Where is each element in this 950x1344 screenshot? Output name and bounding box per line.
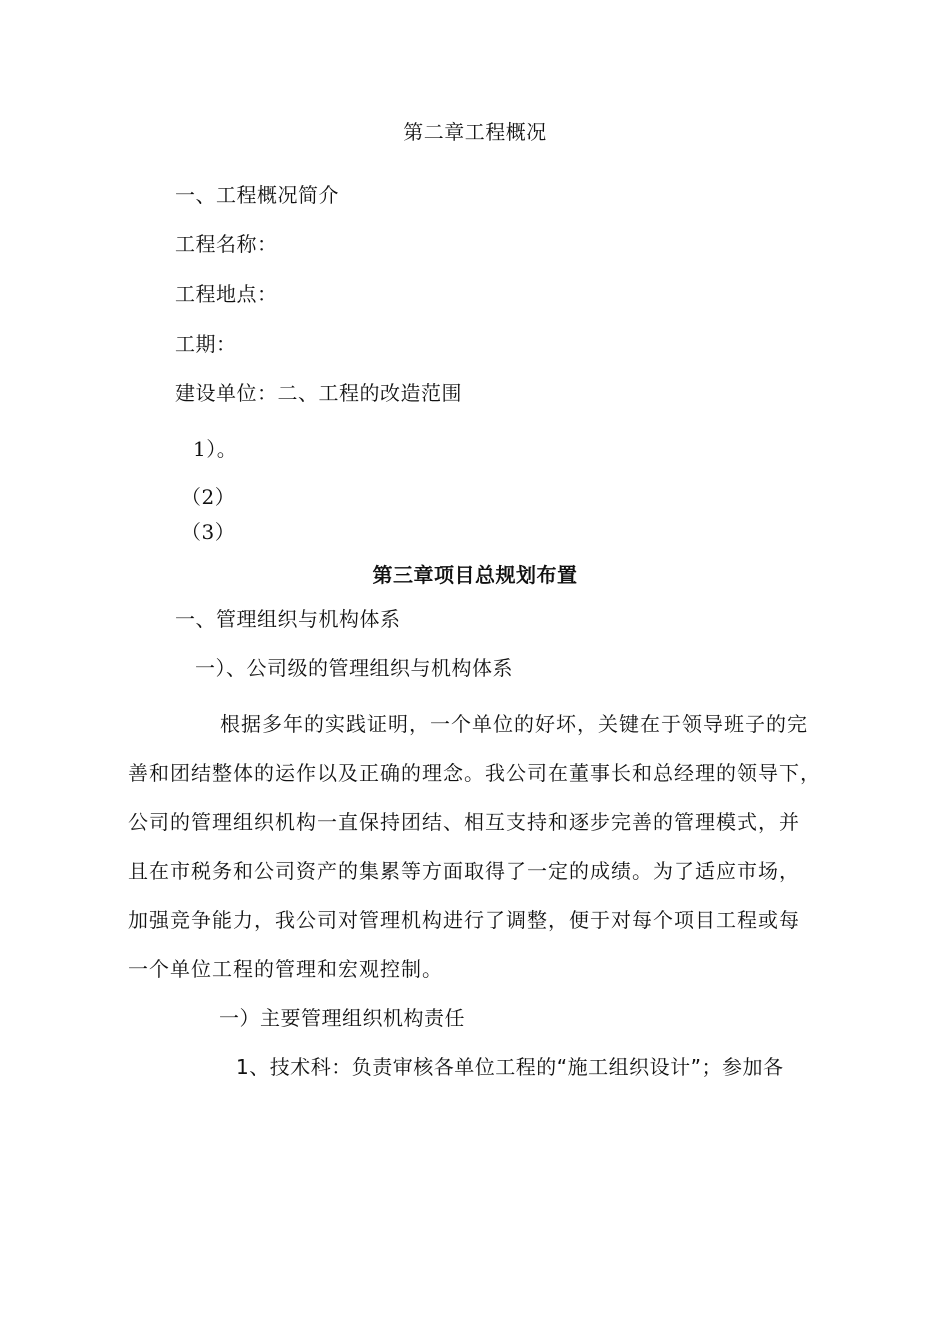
paragraph-line: 且在市税务和公司资产的集累等方面取得了一定的成绩。为了适应市场， <box>128 859 800 883</box>
project-name-label: 工程名称： <box>175 232 278 256</box>
duration-label: 工期： <box>175 332 237 356</box>
paragraph-line: 一个单位工程的管理和宏观控制。 <box>128 957 443 981</box>
chapter3-section1-heading: 一、管理组织与机构体系 <box>175 607 401 631</box>
project-location-label: 工程地点： <box>175 282 278 306</box>
builder-and-section2-line: 建设单位：二、工程的改造范围 <box>175 381 462 405</box>
chapter3-title: 第三章项目总规划布置 <box>372 563 578 587</box>
paragraph-line: 善和团结整体的运作以及正确的理念。我公司在董事长和总经理的领导下， <box>128 761 821 785</box>
paragraph-line: 根据多年的实践证明，一个单位的好坏，关键在于领导班子的完 <box>220 712 808 736</box>
chapter2-title: 第二章工程概况 <box>403 120 547 144</box>
chapter3-subsection1-heading: 一）、公司级的管理组织与机构体系 <box>195 656 513 680</box>
paragraph-line: 加强竞争能力，我公司对管理机构进行了调整，便于对每个项目工程或每 <box>128 908 800 932</box>
scope-item-3: （3） <box>181 520 236 544</box>
intro-paragraph <box>128 700 828 994</box>
scope-item-2: （2） <box>181 485 236 509</box>
tech-dept-item: 1、技术科：负责审核各单位工程的“施工组织设计”；参加各 <box>236 1055 784 1079</box>
scope-item-1: 1）。 <box>193 437 238 461</box>
paragraph-line: 公司的管理组织机构一直保持团结、相互支持和逐步完善的管理模式，并 <box>128 810 800 834</box>
chapter3-subsection2-heading: 一）主要管理组织机构责任 <box>219 1006 465 1030</box>
chapter2-section1-heading: 一、工程概况简介 <box>175 183 339 207</box>
